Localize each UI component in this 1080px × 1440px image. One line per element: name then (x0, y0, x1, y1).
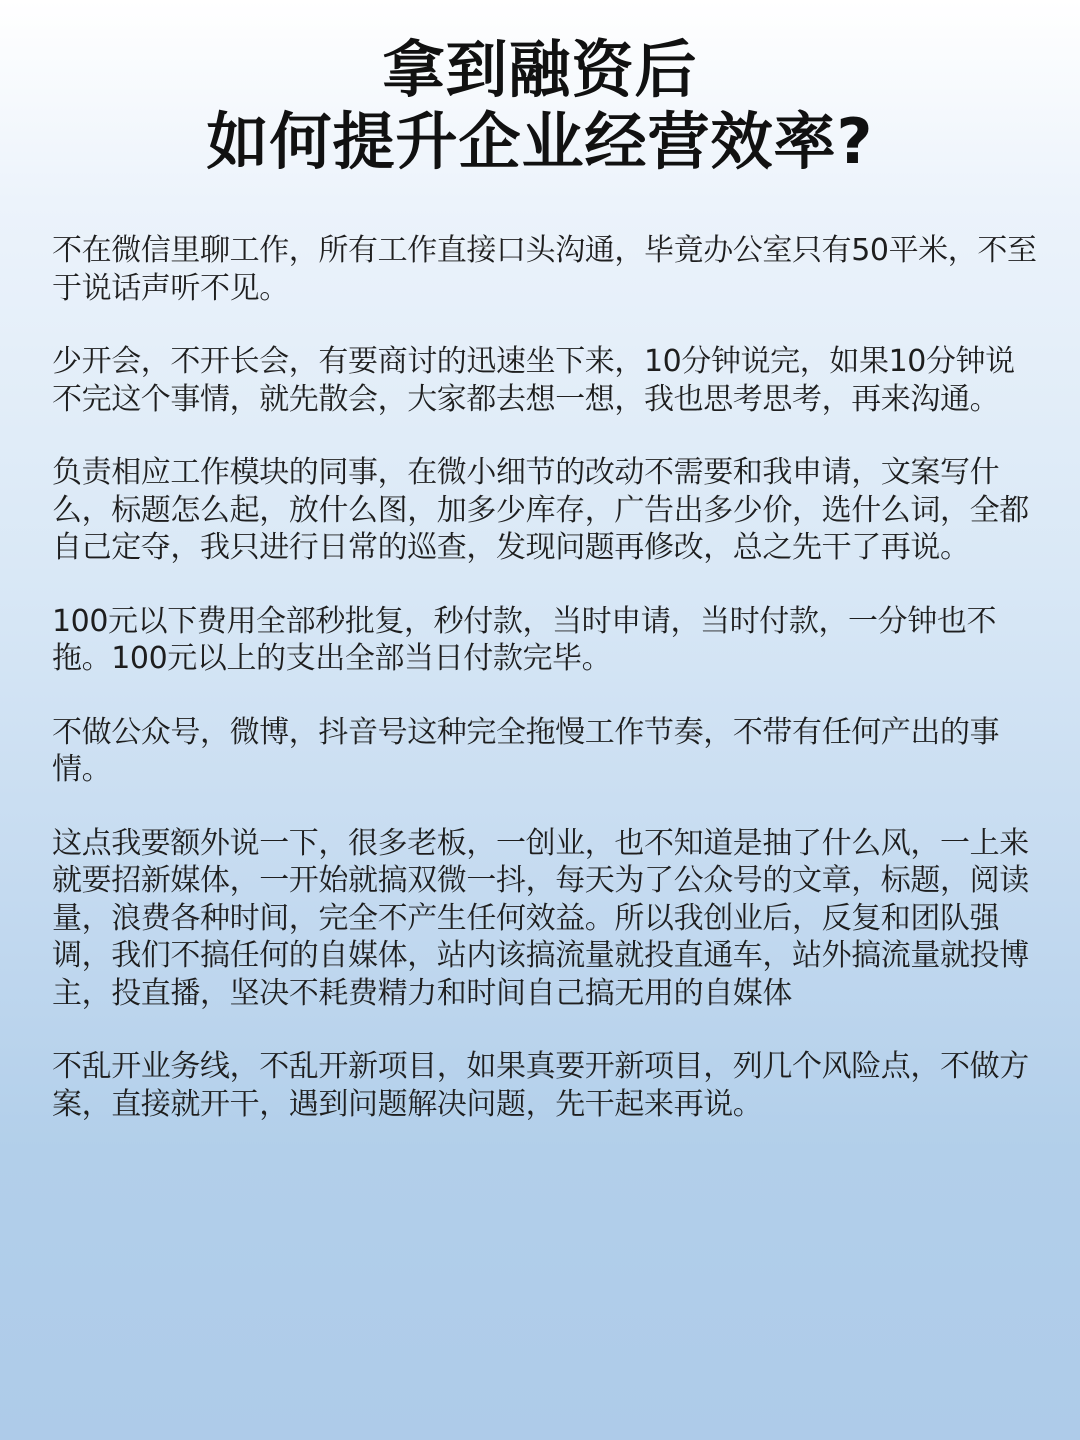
paragraph-1: 不在微信里聊工作，所有工作直接口头沟通，毕竟办公室只有50平米，不至于说话声听不见。 (52, 233, 1037, 306)
paragraph-5: 不做公众号，微博，抖音号这种完全拖慢工作节奏，不带有任何产出的事情。 (52, 714, 1000, 787)
paragraph-6: 这点我要额外说一下，很多老板，一创业，也不知道是抽了什么风，一上来就要招新媒体，一开始就搞双微一抖，每天为了公众号的文章，标题，阅读量，浪费各种时间，完全不产生任何效益。所以我创业后，反复和团队强调，我们不搞任何的自媒体，站内该搞流量就投直通车，站外搞流量就投博主，投直播，坚决不耗费精力和时间自己搞无用的自媒体 (52, 825, 1029, 1011)
paragraph-3: 负责相应工作模块的同事，在微小细节的改动不需要和我申请，文案写什么，标题怎么起，放什么图，加多少库存，广告出多少价，选什么词，全都自己定夺，我只进行日常的巡查，发现问题再修改，总之先干了再说。 (52, 455, 1029, 565)
page-title (0, 34, 1080, 178)
paragraph-2: 少开会，不开长会，有要商讨的迅速坐下来，10分钟说完，如果10分钟说不完这个事情，就先散会，大家都去想一想，我也思考思考，再来沟通。 (52, 344, 1015, 417)
article-body (52, 232, 1042, 1159)
title-line-1: 拿到融资后 (382, 33, 698, 106)
title-line-2: 如何提升企业经营效率? (206, 105, 874, 178)
paragraph-7: 不乱开业务线，不乱开新项目，如果真要开新项目，列几个风险点，不做方案，直接就开干，遇到问题解决问题，先干起来再说。 (52, 1049, 1029, 1122)
paragraph-4: 100元以下费用全部秒批复，秒付款，当时申请，当时付款，一分钟也不拖。100元以上的支出全部当日付款完毕。 (52, 603, 997, 676)
